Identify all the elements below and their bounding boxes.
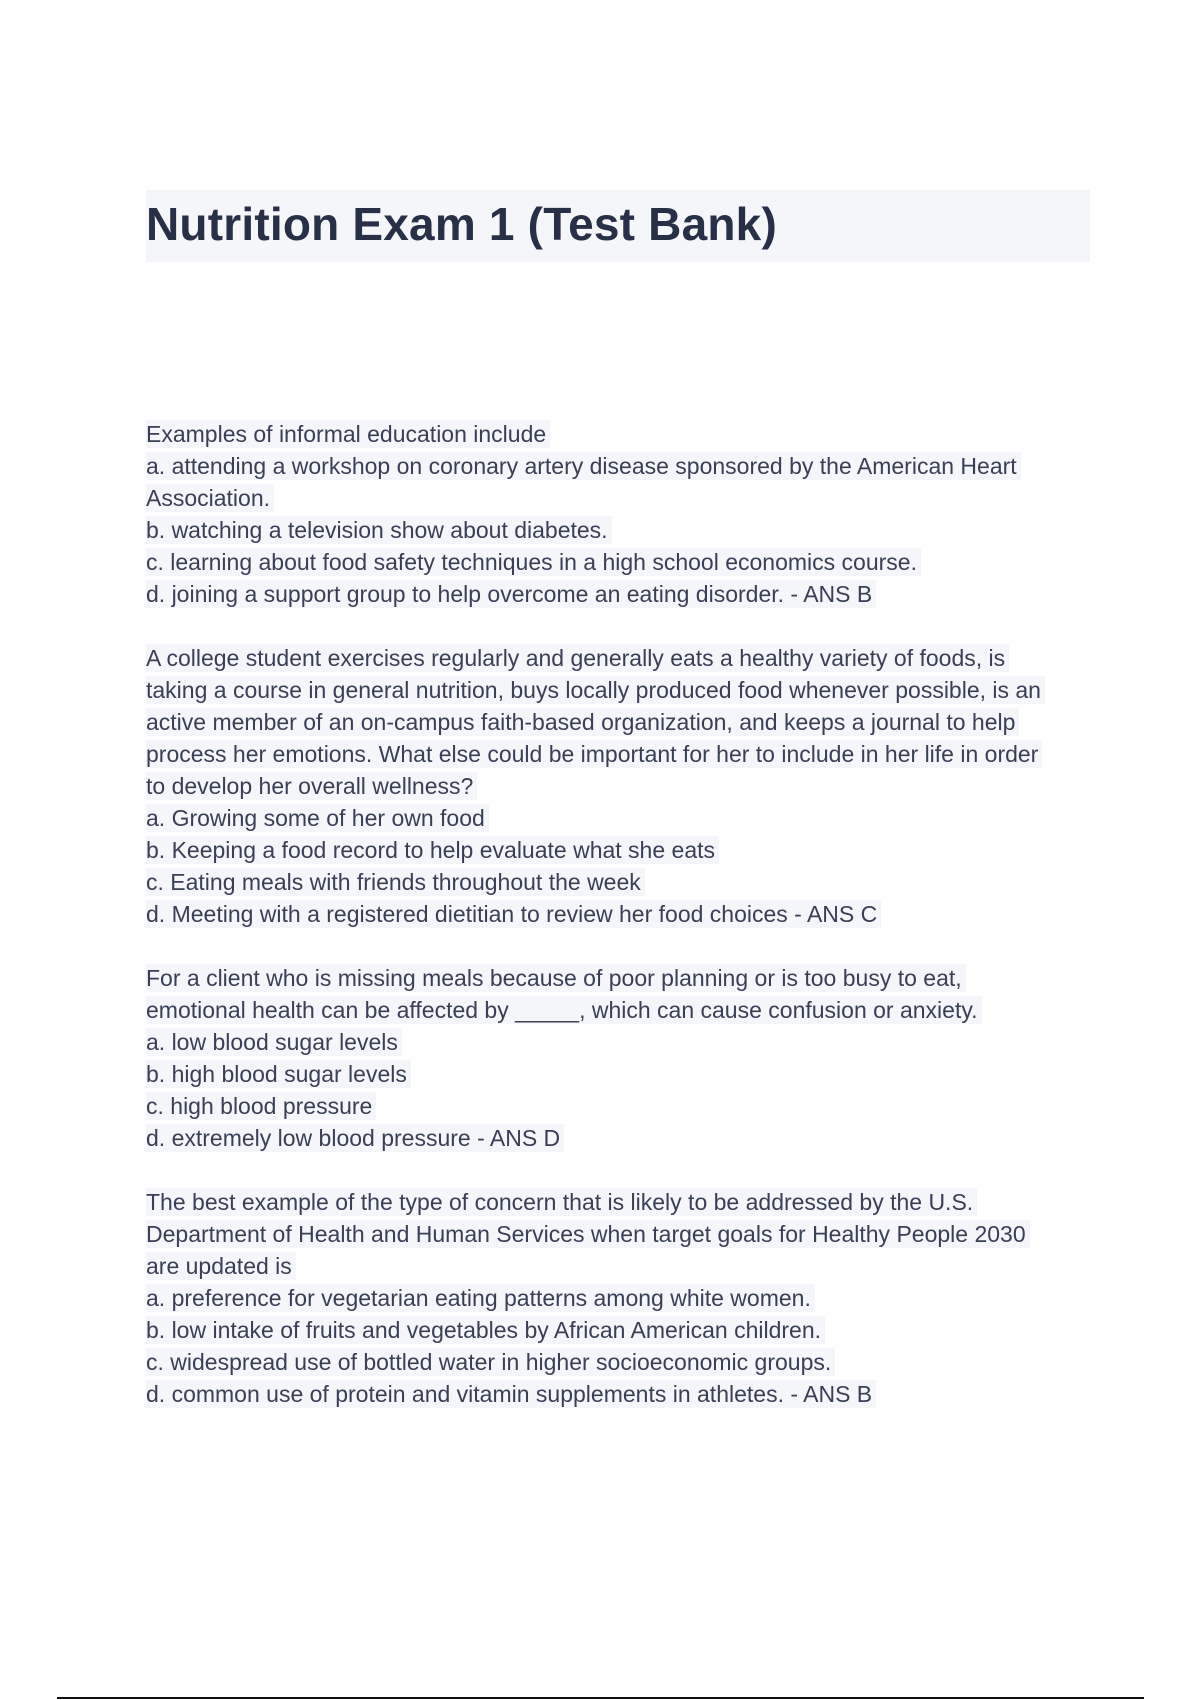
question-line [146,546,1106,578]
question-text: c. Eating meals with friends throughout the week [146,868,645,896]
question-text: taking a course in general nutrition, buys locally produced food whenever possible, is an [146,676,1045,704]
question-text: active member of an on-campus faith-based organization, and keeps a journal to help [146,708,1019,736]
question-line [146,514,1106,546]
question-line [146,834,1106,866]
question-line [146,1378,1106,1410]
question-text: a. attending a workshop on coronary artery disease sponsored by the American Heart [146,452,1021,480]
question-text: A college student exercises regularly and generally eats a healthy variety of foods, is [146,644,1009,672]
question-line [146,706,1106,738]
question-text: a. low blood sugar levels [146,1028,402,1056]
question-line [146,1122,1106,1154]
question-line [146,802,1106,834]
question-text: d. extremely low blood pressure - ANS D [146,1124,564,1152]
question-block [146,642,1106,930]
question-line [146,578,1106,610]
question-block [146,1186,1106,1410]
question-line [146,1026,1106,1058]
question-line [146,1218,1106,1250]
question-line [146,898,1106,930]
question-line [146,450,1106,482]
footer-divider [57,1697,1144,1699]
question-text: b. Keeping a food record to help evaluate what she eats [146,836,719,864]
question-text: Examples of informal education include [146,420,550,448]
question-line [146,994,1106,1026]
question-line [146,1250,1106,1282]
question-line [146,418,1106,450]
question-text: emotional health can be affected by _____, which can cause confusion or anxiety. [146,996,982,1024]
question-list [146,418,1106,1442]
question-text: process her emotions. What else could be important for her to include in her life in order [146,740,1042,768]
question-text: For a client who is missing meals because of poor planning or is too busy to eat, [146,964,966,992]
question-line [146,962,1106,994]
question-line [146,482,1106,514]
question-line [146,1090,1106,1122]
question-text: d. Meeting with a registered dietitian to review her food choices - ANS C [146,900,881,928]
question-text: a. preference for vegetarian eating patterns among white women. [146,1284,815,1312]
question-line [146,1314,1106,1346]
question-line [146,738,1106,770]
question-text: d. common use of protein and vitamin supplements in athletes. - ANS B [146,1380,876,1408]
question-block [146,962,1106,1154]
question-line [146,1058,1106,1090]
question-text: The best example of the type of concern that is likely to be addressed by the U.S. [146,1188,977,1216]
question-text: b. watching a television show about diabetes. [146,516,612,544]
question-text: b. low intake of fruits and vegetables by African American children. [146,1316,825,1344]
page-title: Nutrition Exam 1 (Test Bank) [146,198,777,250]
question-line [146,866,1106,898]
question-text: to develop her overall wellness? [146,772,477,800]
question-text: d. joining a support group to help overcome an eating disorder. - ANS B [146,580,876,608]
question-text: b. high blood sugar levels [146,1060,411,1088]
question-line [146,1282,1106,1314]
question-text: c. widespread use of bottled water in higher socioeconomic groups. [146,1348,835,1376]
question-line [146,674,1106,706]
question-text: a. Growing some of her own food [146,804,489,832]
question-text: are updated is [146,1252,296,1280]
question-line [146,1346,1106,1378]
question-text: Association. [146,484,274,512]
question-text: c. learning about food safety techniques in a high school economics course. [146,548,921,576]
question-line [146,642,1106,674]
question-block [146,418,1106,610]
question-line [146,1186,1106,1218]
question-text: Department of Health and Human Services when target goals for Healthy People 2030 [146,1220,1030,1248]
question-text: c. high blood pressure [146,1092,376,1120]
question-line [146,770,1106,802]
